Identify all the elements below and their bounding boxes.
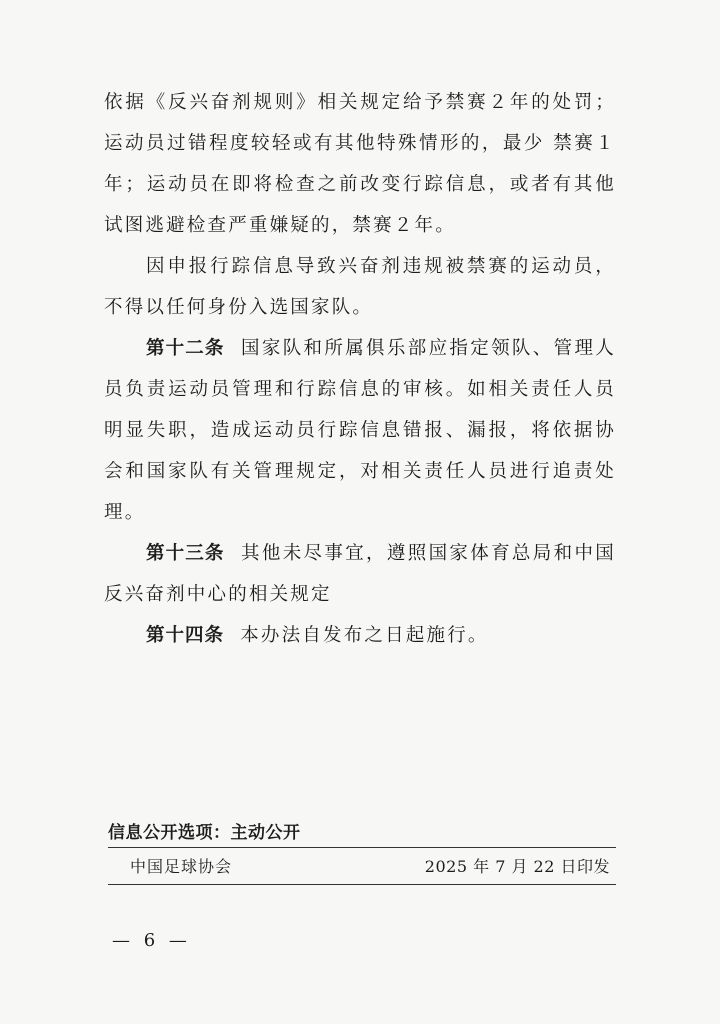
footer-rule-top xyxy=(108,847,616,848)
paragraph-selection-ban xyxy=(104,246,616,328)
article-label: 第十四条 xyxy=(146,625,225,646)
paragraph-continuation xyxy=(104,82,616,246)
paragraph-text: 其他未尽事宜，遵照国家体育总局和中国反兴奋剂中心的相关规定 xyxy=(104,543,616,605)
paragraph-text: 本办法自发布之日起施行。 xyxy=(240,625,489,646)
article-13 xyxy=(104,533,616,615)
article-14 xyxy=(104,615,616,656)
page-number: — 6 — xyxy=(112,930,191,951)
paragraph-text: 因申报行踪信息导致兴奋剂违规被禁赛的运动员，不得以任何身份入选国家队。 xyxy=(104,256,616,318)
document-body xyxy=(104,82,616,656)
article-label: 第十三条 xyxy=(146,543,225,564)
issuer-name: 中国足球协会 xyxy=(130,857,233,876)
issue-date: 2025 年 7 月 22 日印发 xyxy=(424,857,610,876)
article-label: 第十二条 xyxy=(146,338,225,359)
paragraph-text: 国家队和所属俱乐部应指定领队、管理人员负责运动员管理和行踪信息的审核。如相关责任人员明显失职，造成运动员行踪信息错报、漏报，将依据协会和国家队有关管理规定，对相关责任人员进行追责处理。 xyxy=(104,338,616,523)
disclosure-option: 信息公开选项：主动公开 xyxy=(108,823,301,843)
footer-rule-bottom xyxy=(108,884,616,885)
article-12 xyxy=(104,328,616,533)
paragraph-text: 依据《反兴奋剂规则》相关规定给予禁赛２年的处罚；运动员过错程度较轻或有其他特殊情形的，最少 禁赛１年；运动员在即将检查之前改变行踪信息，或者有其他试图逃避检查严重嫌疑的，禁赛２年。 xyxy=(104,92,616,236)
